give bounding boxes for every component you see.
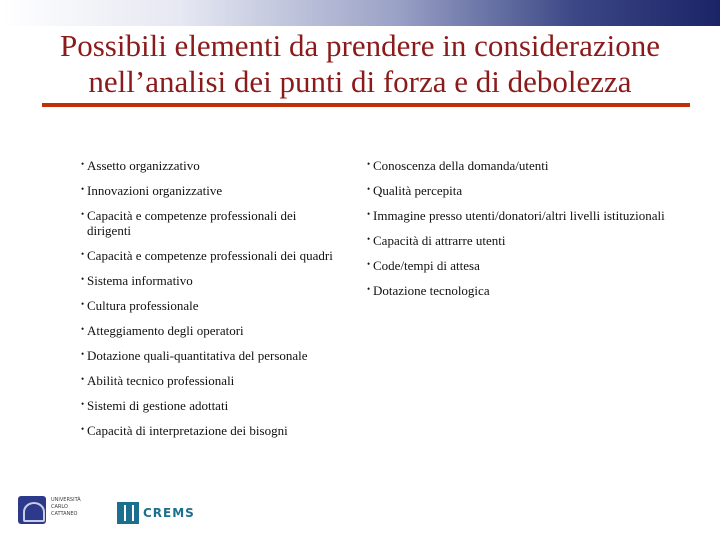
list-item: • Immagine presso utenti/donatori/altri livelli istituzionali — [367, 208, 697, 223]
list-item: • Code/tempi di attesa — [367, 258, 697, 273]
list-item: • Cultura professionale — [81, 298, 341, 313]
list-item: • Capacità e competenze professionali dei quadri — [81, 248, 341, 263]
header-gradient-bar — [0, 0, 720, 26]
list-item: • Capacità di attrarre utenti — [367, 233, 697, 248]
list-item: • Assetto organizzativo — [81, 158, 341, 173]
slide-title — [20, 28, 700, 100]
list-item: • Atteggiamento degli operatori — [81, 323, 341, 338]
title-underline — [42, 103, 690, 107]
slide-title-line-2: nell’analisi dei punti di forza e di debolezza — [88, 64, 632, 99]
list-item: • Capacità di interpretazione dei bisogni — [81, 423, 341, 438]
left-column-list — [81, 158, 341, 448]
university-emblem-icon — [18, 496, 46, 524]
list-item: • Dotazione tecnologica — [367, 283, 697, 298]
list-item: • Sistemi di gestione adottati — [81, 398, 341, 413]
list-item: • Capacità e competenze professionali dei dirigenti — [81, 208, 341, 238]
university-logo-text: UNIVERSITÀ CARLO CATTANEO — [51, 497, 81, 517]
crems-logo-text: CREMS — [143, 506, 195, 520]
crems-mark-icon — [117, 502, 139, 524]
right-column-list — [367, 158, 697, 308]
list-item: • Innovazioni organizzative — [81, 183, 341, 198]
list-item: • Qualità percepita — [367, 183, 697, 198]
crems-logo — [117, 502, 197, 528]
list-item: • Sistema informativo — [81, 273, 341, 288]
list-item: • Abilità tecnico professionali — [81, 373, 341, 388]
list-item: • Dotazione quali-quantitativa del personale — [81, 348, 341, 363]
university-logo — [18, 496, 90, 524]
slide-title-line-1: Possibili elementi da prendere in considerazione — [59, 28, 660, 63]
list-item: • Conoscenza della domanda/utenti — [367, 158, 697, 173]
